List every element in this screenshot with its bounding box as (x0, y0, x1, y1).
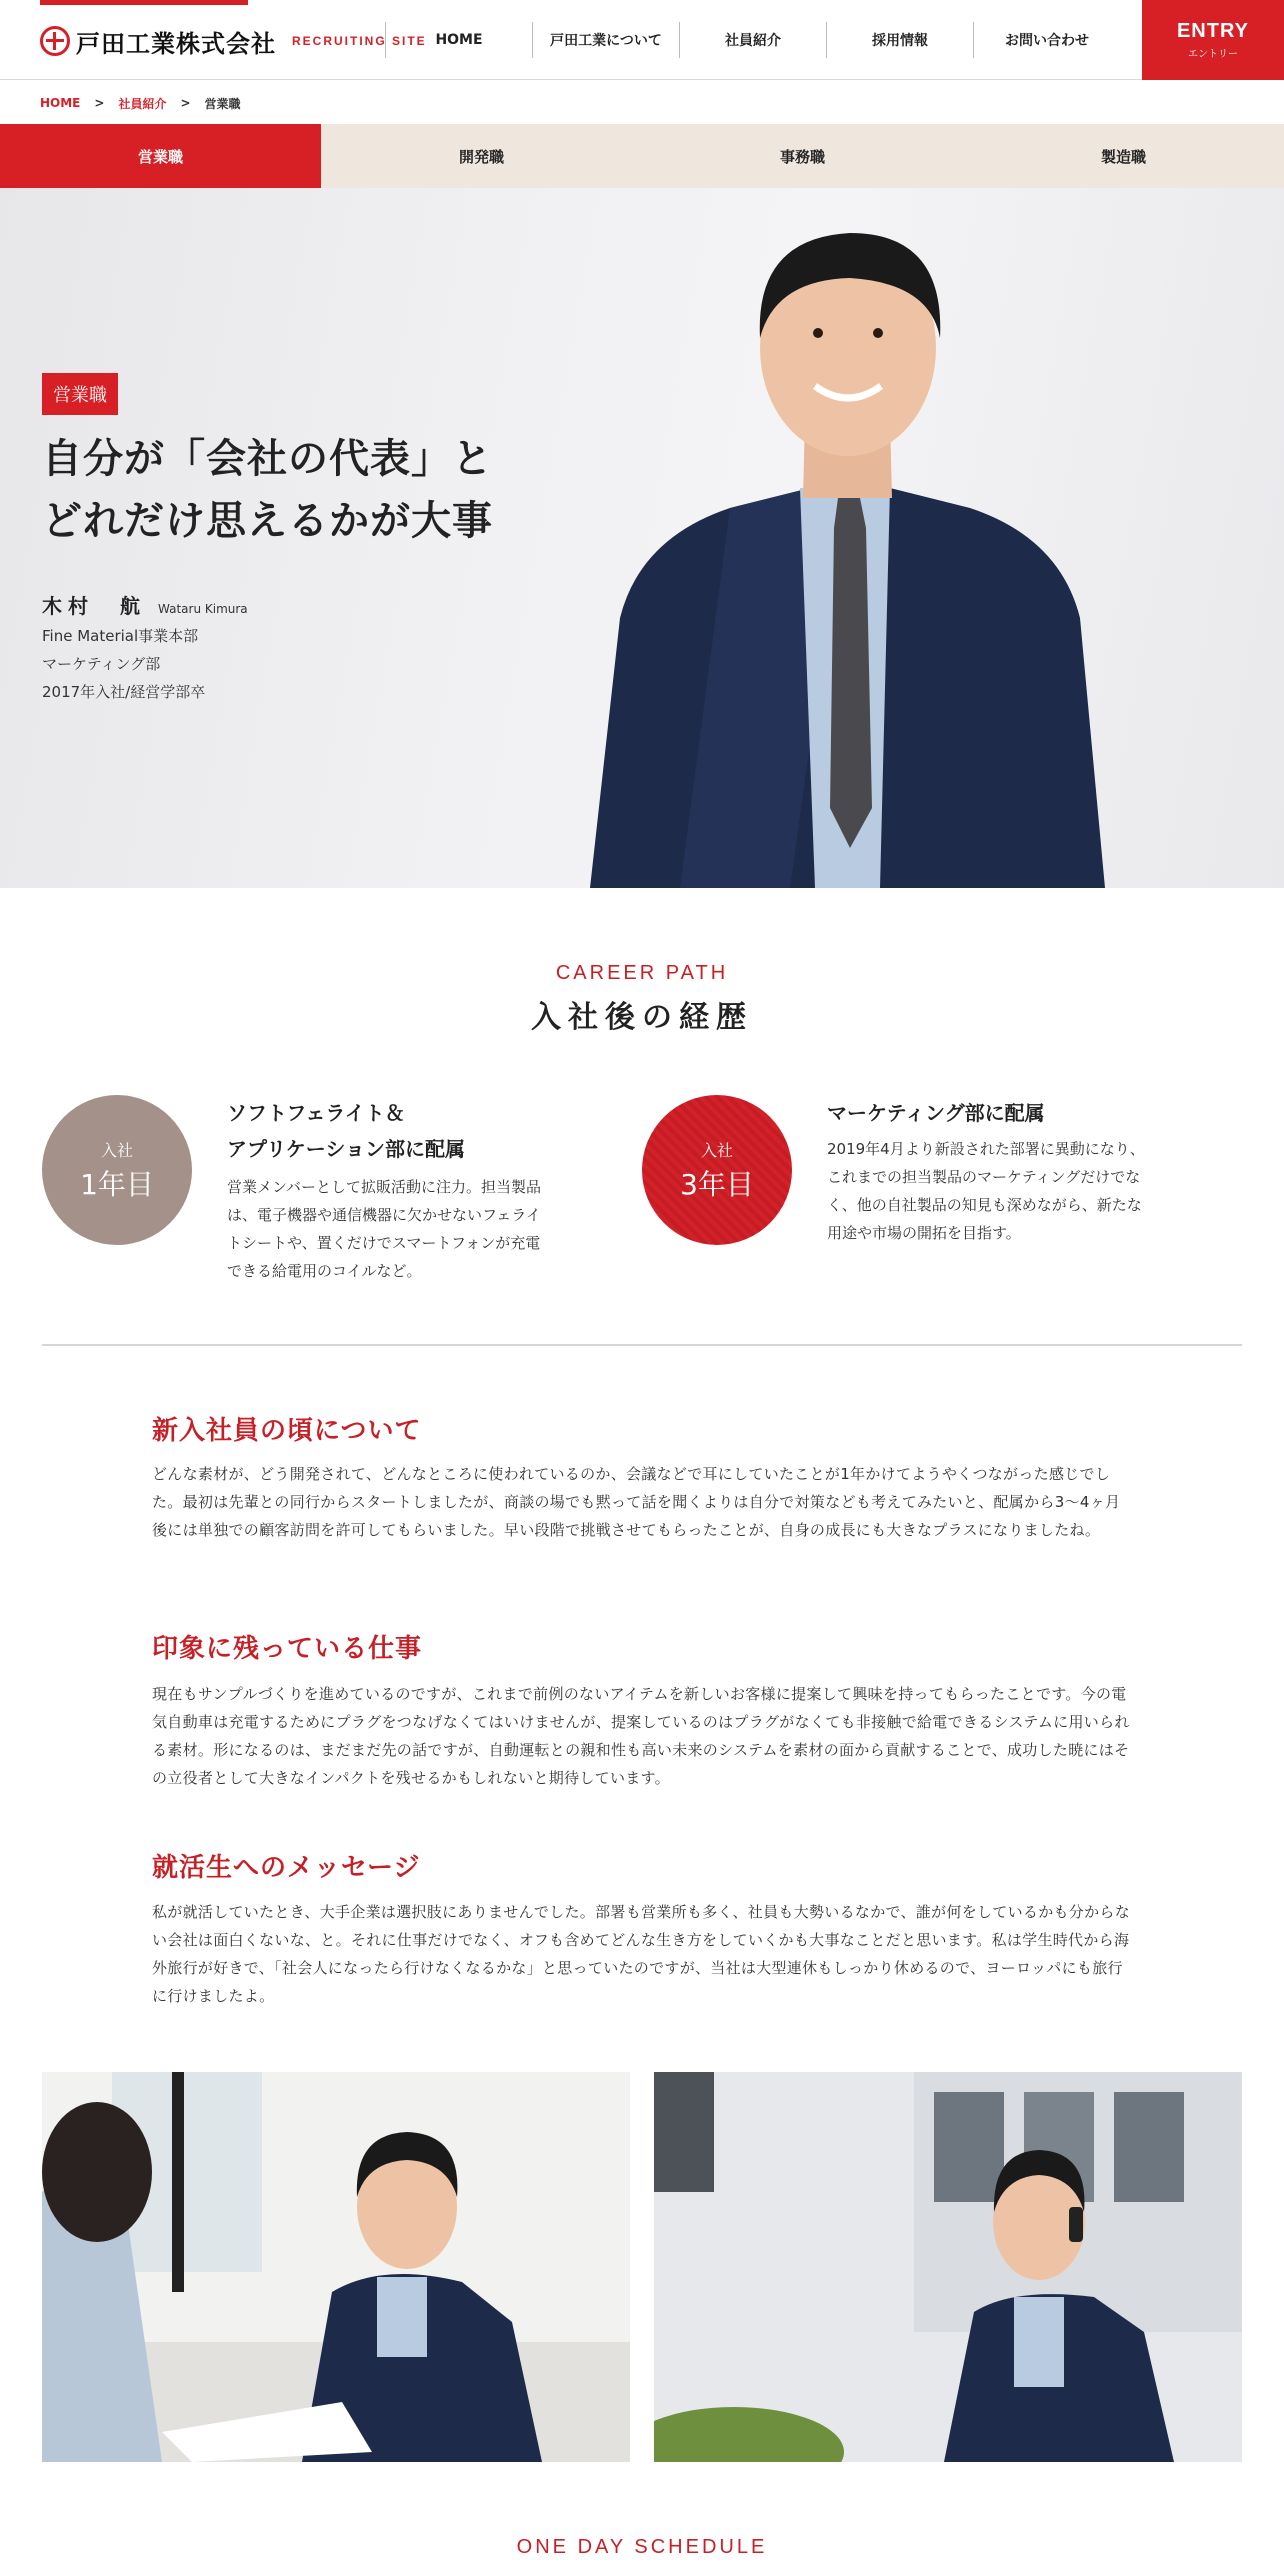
career-path-title-jp: 入社後の経歴 (531, 1000, 753, 1035)
article-body-memorable-work: 現在もサンプルづくりを進めているのですが、これまで前例のないアイテムを新しいお客様に提案して興味を持ってもらったことです。今の電気自動車は充電するためにプラグをつなげなくてはいけませんが、提案しているのはプラグがなくても非接触で給電できるシステムに用いられる素材。形になるのは、まだまだ先の話ですが、自動運転との親和性も高い未来のシステムを素材の面から貢献することで、成功した暁にはその立役者として大きなインパクトを残せるかもしれないと期待しています。 (152, 1685, 1130, 1787)
career-year-big: 3年目 (680, 1167, 754, 1201)
employee-name (42, 590, 248, 619)
hero-section (0, 188, 1284, 888)
meeting-photo (42, 2072, 630, 2462)
hero-headline (42, 428, 493, 552)
logo-text: 戸田工業株式会社 (76, 28, 276, 58)
career-year-circle (642, 1095, 792, 1245)
section-divider (42, 1344, 1242, 1346)
nav-recruit[interactable]: 採用情報 (826, 22, 973, 58)
site-header (0, 0, 1284, 80)
employee-portrait-photo (560, 188, 1120, 888)
phone-call-photo (654, 2072, 1242, 2462)
tab-development[interactable]: 開発職 (458, 147, 504, 166)
career-year-small: 入社 (100, 1140, 133, 1160)
breadcrumb-current: 営業職 (204, 96, 241, 111)
article-heading-memorable-work: 印象に残っている仕事 (152, 1634, 423, 1664)
career-year-circle (42, 1095, 192, 1245)
career-description: 2019年4月より新設された部署に異動になり、これまでの担当製品のマーケティングだけでなく、他の自社製品の知見も深めながら、新たな用途や市場の開拓を目指す。 (827, 1140, 1145, 1242)
employee-name-en: Wataru Kimura (158, 602, 248, 616)
career-year-big: 1年目 (80, 1167, 154, 1201)
nav-contact[interactable]: お問い合わせ (973, 22, 1120, 58)
career-heading-line1: マーケティング部に配属 (827, 1101, 1045, 1125)
hero-headline-line1: 自分が「会社の代表」と (42, 436, 493, 482)
entry-sublabel: エントリー (1188, 49, 1238, 60)
employee-division: Fine Material事業本部 (42, 627, 199, 645)
global-nav (385, 22, 1120, 58)
one-day-schedule-title: ONE DAY SCHEDULE (516, 2536, 768, 2558)
hero-headline-line2: どれだけ思えるかが大事 (42, 498, 493, 544)
entry-button[interactable] (1142, 0, 1284, 80)
tab-manufacturing[interactable]: 製造職 (1100, 147, 1146, 166)
article-heading-newcomer: 新入社員の頃について (152, 1416, 422, 1446)
breadcrumb-separator: > (94, 96, 105, 110)
career-heading-line1: ソフトフェライト＆ (227, 1101, 405, 1125)
entry-label: ENTRY (1176, 20, 1250, 42)
logo-subtitle: RECRUITING SITE (292, 34, 427, 48)
employee-department: マーケティング部 (42, 655, 161, 673)
breadcrumb-separator: > (180, 96, 191, 110)
career-heading (227, 1095, 567, 1167)
breadcrumb (40, 93, 241, 113)
career-item-year3 (642, 1095, 1172, 1295)
job-category-tabs (0, 124, 1284, 188)
article-body-message: 私が就活していたとき、大手企業は選択肢にありませんでした。部署も営業所も多く、社員も大勢いるなかで、誰が何をしているかも分からない会社は面白くないな、と。それに仕事だけでなく、オフも含めてどんな生き方をしていくかも大事なことだと思います。私は学生時代から海外旅行が好きで、「社会人になったら行けなくなるかな」と思っていたのですが、当社は大型連休もしっかり休めるので、ヨーロッパにも旅行に行けましたよ。 (152, 1903, 1131, 2005)
nav-staff[interactable]: 社員紹介 (679, 22, 826, 58)
site-logo[interactable] (40, 24, 427, 58)
career-heading (827, 1095, 1167, 1131)
article-body-newcomer: どんな素材が、どう開発されて、どんなところに使われているのか、会議などで耳にしていたことが1年かけてようやくつながった感じでした。最初は先輩との同行からスタートしましたが、商談の場でも黙って話を聞くよりは自分で対策なども考えてみたいと、配属から3～4ヶ月後には単独での顧客訪問を許可してもらいました。早い段階で挑戦させてもらったことが、自身の成長にも大きなプラスになりましたね。 (152, 1465, 1121, 1539)
tab-office[interactable]: 事務職 (779, 147, 825, 166)
nav-home[interactable]: HOME (385, 22, 532, 58)
employee-profile (42, 622, 205, 706)
breadcrumb-staff[interactable]: 社員紹介 (118, 96, 167, 111)
job-category-badge: 営業職 (42, 373, 118, 415)
employee-joined: 2017年入社/経営学部卒 (42, 683, 206, 701)
header-accent-line (40, 0, 248, 5)
career-heading-line2: アプリケーション部に配属 (227, 1137, 465, 1161)
breadcrumb-home[interactable]: HOME (40, 96, 81, 110)
article-heading-message: 就活生へのメッセージ (152, 1853, 421, 1883)
career-path-title-en: CAREER PATH (555, 962, 729, 984)
career-year-small: 入社 (700, 1140, 733, 1160)
tab-sales[interactable]: 営業職 (0, 124, 321, 188)
career-description: 営業メンバーとして拡販活動に注力。担当製品は、電子機器や通信機器に欠かせないフェライトシートや、置くだけでスマートフォンが充電できる給電用のコイルなど。 (227, 1178, 541, 1280)
company-mark-icon (40, 26, 70, 56)
career-item-year1 (42, 1095, 572, 1295)
nav-about[interactable]: 戸田工業について (532, 22, 679, 58)
employee-name-jp: 木村 航 (42, 594, 146, 618)
